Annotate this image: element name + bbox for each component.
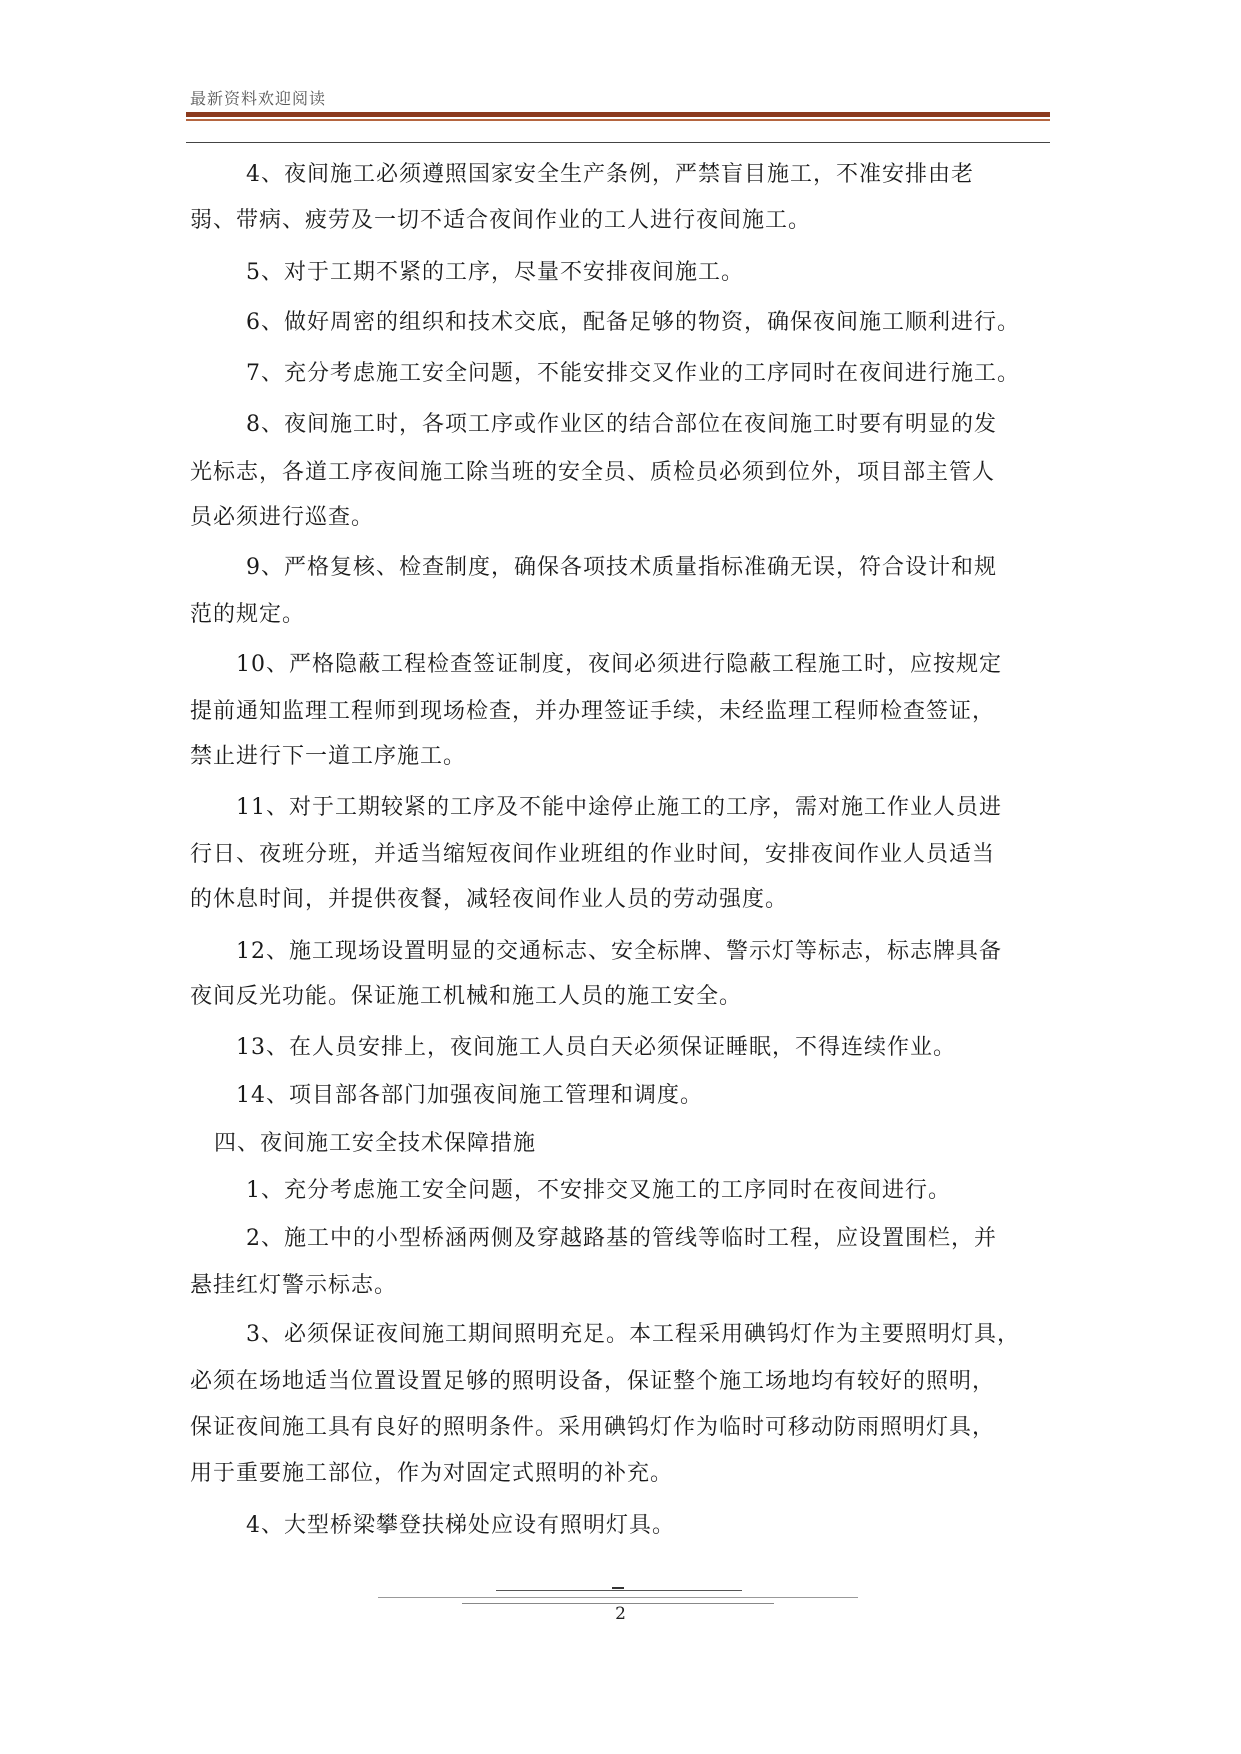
text-line: 保证夜间施工具有良好的照明条件。采用碘钨灯作为临时可移动防雨照明灯具，: [190, 1415, 996, 1440]
text-line: 光标志，各道工序夜间施工除当班的安全员、质检员必须到位外，项目部主管人: [190, 460, 996, 485]
text-line: 13、在人员安排上，夜间施工人员白天必须保证睡眠，不得连续作业。: [236, 1035, 956, 1060]
text-line: 4、夜间施工必须遵照国家安全生产条例，严禁盲目施工，不准安排由老: [246, 162, 974, 187]
text-line: 3、必须保证夜间施工期间照明充足。本工程采用碘钨灯作为主要照明灯具，: [246, 1322, 1020, 1347]
header-divider-thin: [186, 119, 1050, 121]
text-line: 夜间反光功能。保证施工机械和施工人员的施工安全。: [190, 984, 743, 1009]
text-line: 必须在场地适当位置设置足够的照明设备，保证整个施工场地均有较好的照明，: [190, 1369, 996, 1394]
text-line: 的休息时间，并提供夜餐，减轻夜间作业人员的劳动强度。: [190, 887, 789, 912]
text-line: 7、充分考虑施工安全问题，不能安排交叉作业的工序同时在夜间进行施工。: [246, 361, 1020, 386]
text-line: 用于重要施工部位，作为对固定式照明的补充。: [190, 1461, 674, 1486]
text-line: 8、夜间施工时，各项工序或作业区的结合部位在夜间施工时要有明显的发: [246, 412, 997, 437]
text-line: 禁止进行下一道工序施工。: [190, 744, 467, 769]
text-line: 行日、夜班分班，并适当缩短夜间作业班组的作业时间，安排夜间作业人员适当: [190, 842, 996, 867]
text-line: 11、对于工期较紧的工序及不能中途停止施工的工序，需对施工作业人员进: [236, 795, 1002, 820]
text-line: 员必须进行巡查。: [190, 505, 375, 530]
text-line: 提前通知监理工程师到现场检查，并办理签证手续，未经监理工程师检查签证，: [190, 699, 996, 724]
text-line: 2、施工中的小型桥涵两侧及穿越路基的管线等临时工程，应设置围栏，并: [246, 1226, 997, 1251]
footer-dash: [612, 1587, 624, 1589]
text-line: 12、施工现场设置明显的交通标志、安全标牌、警示灯等标志，标志牌具备: [236, 939, 1002, 964]
header-divider-thick: [186, 112, 1050, 117]
text-line: 弱、带病、疲劳及一切不适合夜间作业的工人进行夜间施工。: [190, 208, 812, 233]
text-line: 悬挂红灯警示标志。: [190, 1273, 398, 1298]
text-line: 5、对于工期不紧的工序，尽量不安排夜间施工。: [246, 260, 744, 285]
text-line: 10、严格隐蔽工程检查签证制度，夜间必须进行隐蔽工程施工时，应按规定: [236, 652, 1002, 677]
header-title: 最新资料欢迎阅读: [190, 89, 327, 108]
text-line: 14、项目部各部门加强夜间施工管理和调度。: [236, 1083, 703, 1108]
section-heading: 四、夜间施工安全技术保障措施: [214, 1131, 537, 1156]
page-number: 2: [615, 1604, 626, 1624]
text-line: 9、严格复核、检查制度，确保各项技术质量指标准确无误，符合设计和规: [246, 555, 997, 580]
header-divider-under: [186, 142, 1050, 143]
text-line: 6、做好周密的组织和技术交底，配备足够的物资，确保夜间施工顺利进行。: [246, 310, 1020, 335]
text-line: 1、充分考虑施工安全问题，不安排交叉施工的工序同时在夜间进行。: [246, 1178, 951, 1203]
text-line: 范的规定。: [190, 602, 306, 627]
footer-divider-middle: [378, 1597, 858, 1598]
footer-divider-top: [496, 1590, 742, 1591]
text-line: 4、大型桥梁攀登扶梯处应设有照明灯具。: [246, 1513, 675, 1538]
